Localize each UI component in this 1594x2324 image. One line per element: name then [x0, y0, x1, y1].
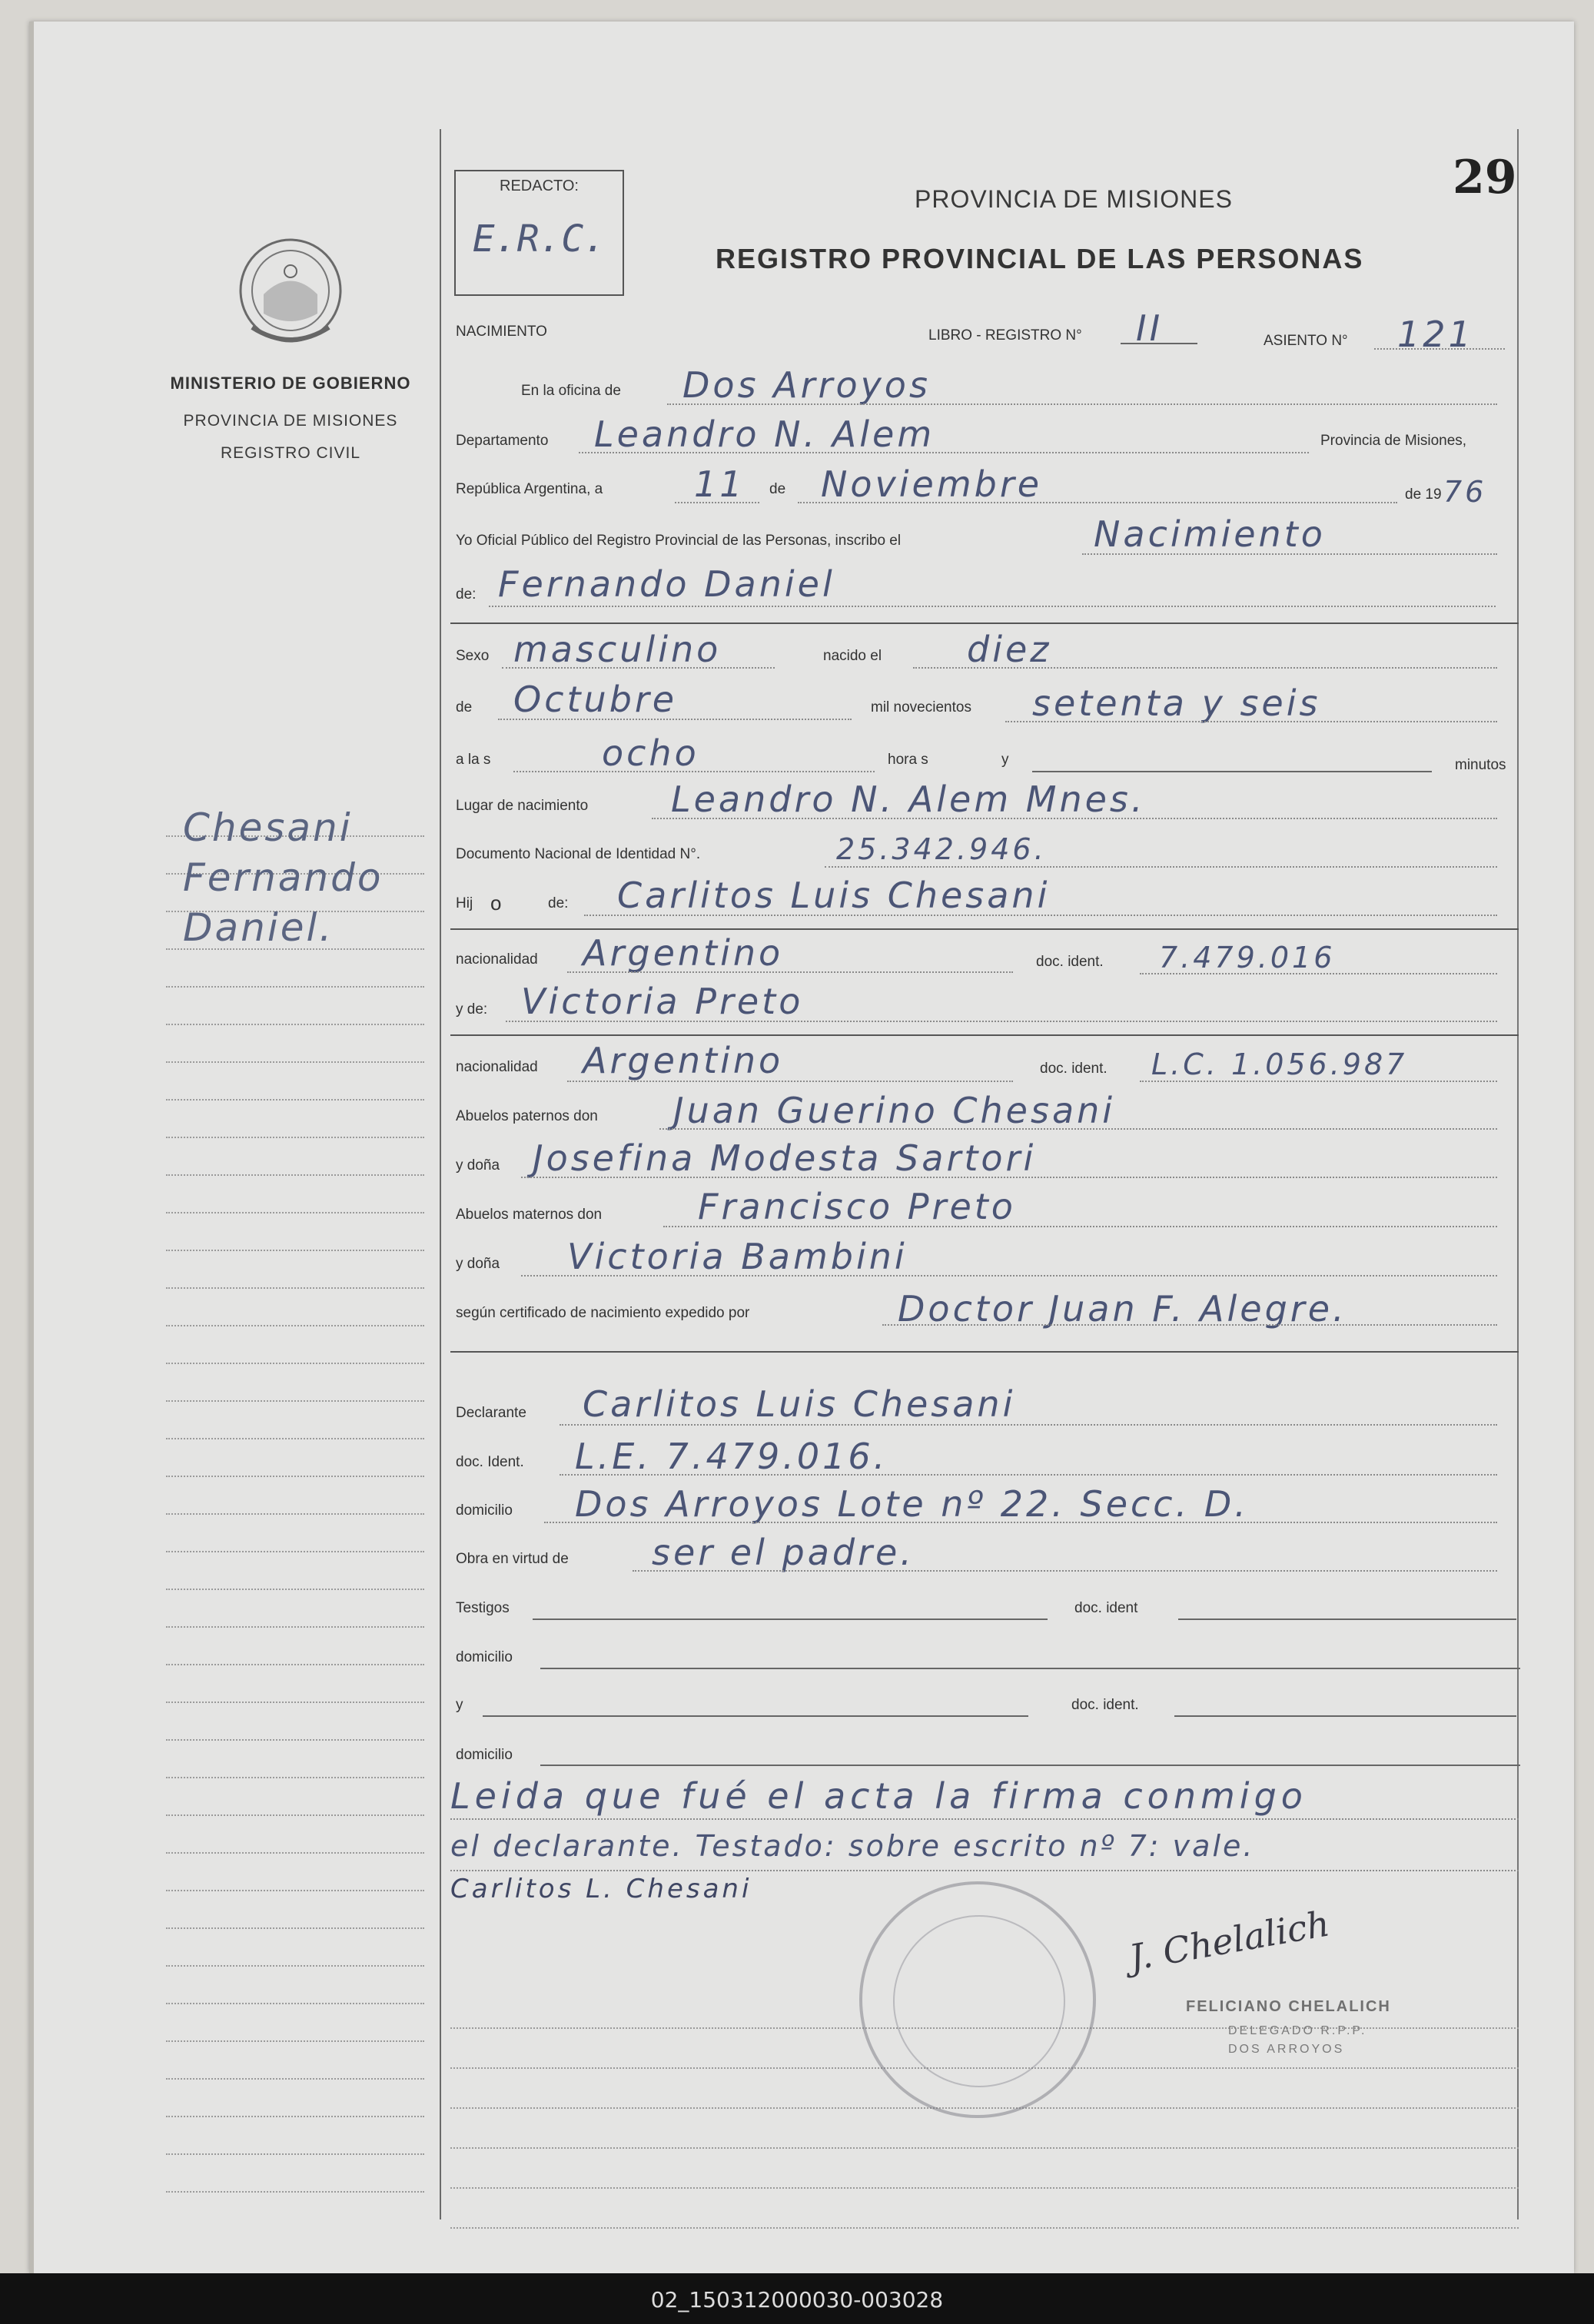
ministry-title: MINISTERIO DE GOBIERNO	[170, 374, 411, 393]
oficial-value: Nacimiento	[1094, 513, 1326, 555]
domicilio-label: domicilio	[456, 1502, 513, 1519]
doc4-underline	[1174, 1715, 1516, 1717]
doc-madre-label: doc. ident.	[1040, 1061, 1107, 1077]
page-binding	[29, 22, 34, 2273]
mil-label: mil novecientos	[871, 699, 971, 715]
declarante-value: Carlitos Luis Chesani	[583, 1383, 1016, 1425]
domicilio-value: Dos Arroyos Lote nº 22. Secc. D.	[575, 1483, 1249, 1525]
oficial-label: Yo Oficial Público del Registro Provincial de las Personas, inscribo el	[456, 533, 902, 549]
y-label: y	[1001, 752, 1009, 768]
margin-note-line: Chesani	[183, 805, 353, 850]
testigos-underline	[533, 1618, 1048, 1620]
nombre-label: de:	[456, 586, 477, 603]
hora-underline	[513, 771, 875, 772]
dni-value: 25.342.946.	[836, 832, 1047, 866]
margin-divider	[440, 129, 441, 2219]
stamp-place: DOS ARROYOS	[1228, 2043, 1345, 2056]
ab-pat-value: Juan Guerino Chesani	[673, 1090, 1116, 1131]
image-id: 02_150312000030-003028	[650, 2287, 944, 2312]
asiento-underline	[1374, 348, 1505, 350]
hijo-suffix: o	[490, 891, 502, 915]
domicilio2-underline	[540, 1668, 1520, 1669]
hora-value: ocho	[602, 732, 699, 774]
provincia-label: Provincia de Misiones,	[1320, 433, 1467, 449]
minutos-underline	[1032, 771, 1432, 772]
official-signature: J. Chelalich	[1126, 1902, 1333, 1979]
doc2-label: doc. Ident.	[456, 1454, 524, 1470]
ab-mat2-label: y doña	[456, 1256, 500, 1272]
ab-pat2-underline	[521, 1177, 1497, 1178]
stamp-name: FELICIANO CHELALICH	[1186, 1998, 1391, 2015]
domicilio-underline	[544, 1522, 1497, 1523]
dni-label: Documento Nacional de Identidad N°.	[456, 846, 701, 862]
ab-mat-underline	[663, 1226, 1497, 1227]
mes-underline	[798, 502, 1397, 503]
doc3-underline	[1178, 1618, 1516, 1620]
redacto-value: E.R.C.	[472, 217, 606, 261]
horas-label: hora s	[888, 752, 928, 768]
dia-underline	[675, 502, 759, 503]
ab-mat2-underline	[521, 1275, 1497, 1277]
registry-page	[29, 22, 1574, 2273]
note-line-1: Leida que fué el acta la firma conmigo	[450, 1775, 1307, 1817]
section-rule	[450, 1034, 1519, 1036]
departamento-value: Leandro N. Alem	[594, 413, 935, 455]
padre-value: Carlitos Luis Chesani	[617, 875, 1051, 916]
note-underline	[450, 1870, 1519, 1871]
de-label: de	[769, 481, 786, 497]
nac-padre-value: Argentino	[583, 932, 784, 974]
dni-underline	[825, 866, 1497, 868]
margin-ruled-lines	[166, 799, 424, 2193]
lugar-underline	[652, 818, 1497, 819]
madre-label: y de:	[456, 1001, 488, 1018]
nacido-value: diez	[967, 629, 1052, 670]
asiento-value: 121	[1397, 314, 1474, 355]
doc4-label: doc. ident.	[1071, 1697, 1139, 1713]
doc-padre-value: 7.479.016	[1159, 941, 1336, 974]
nac-madre-label: nacionalidad	[456, 1059, 538, 1075]
mes-nac-value: Octubre	[513, 679, 678, 720]
ab-pat-label: Abuelos paternos don	[456, 1108, 598, 1124]
mes-nac-label: de	[456, 699, 473, 715]
section-rule	[450, 622, 1519, 624]
y2-underline	[483, 1715, 1028, 1717]
margin-note-line: Fernando	[183, 855, 384, 900]
libro-label: LIBRO - REGISTRO N°	[928, 327, 1082, 344]
departamento-label: Departamento	[456, 433, 549, 449]
anio-nac-underline	[1005, 721, 1497, 722]
nac-padre-underline	[567, 971, 1013, 973]
ab-mat2-value: Victoria Bambini	[567, 1236, 908, 1277]
province-emblem-icon	[233, 237, 348, 352]
nombre-value: Fernando Daniel	[498, 563, 835, 605]
declarante-label: Declarante	[456, 1405, 526, 1421]
nac-madre-underline	[567, 1081, 1013, 1082]
doc-madre-value: L.C. 1.056.987	[1151, 1047, 1408, 1081]
mes-nac-underline	[498, 719, 852, 720]
margin-note-line: Daniel.	[183, 905, 334, 950]
asiento-label: ASIENTO N°	[1264, 333, 1348, 349]
dia-value: 11	[694, 463, 746, 505]
minutos-label: minutos	[1455, 757, 1506, 773]
obra-underline	[633, 1570, 1497, 1572]
doc3-label: doc. ident	[1074, 1600, 1138, 1616]
anio-value: 76	[1443, 475, 1487, 509]
mes-value: Noviembre	[821, 463, 1043, 505]
libro-underline	[1121, 343, 1197, 344]
ab-mat-value: Francisco Preto	[698, 1186, 1016, 1227]
doc-padre-underline	[1140, 973, 1497, 974]
anio-nac-value: setenta y seis	[1032, 682, 1321, 724]
nombre-underline	[489, 606, 1496, 607]
madre-value: Victoria Preto	[521, 981, 804, 1022]
nacido-label: nacido el	[823, 648, 882, 664]
oficina-underline	[667, 403, 1497, 405]
doc2-value: L.E. 7.479.016.	[575, 1436, 888, 1477]
hijo-label: Hij	[456, 895, 473, 911]
declarante-underline	[560, 1424, 1497, 1426]
registry-seal-icon	[859, 1881, 1096, 2118]
sexo-underline	[502, 667, 775, 669]
header-province: PROVINCIA DE MISIONES	[915, 185, 1233, 213]
testigos-label: Testigos	[456, 1600, 510, 1616]
record-type: NACIMIENTO	[456, 324, 547, 340]
nacido-underline	[913, 667, 1497, 669]
ministry-registry: REGISTRO CIVIL	[220, 444, 361, 462]
hijo-de-label: de:	[548, 895, 569, 911]
stamp-role: DELEGADO R.P.P.	[1228, 2024, 1367, 2037]
lugar-label: Lugar de nacimiento	[456, 798, 589, 814]
padre-underline	[584, 915, 1497, 916]
section-rule	[450, 1351, 1519, 1353]
oficina-label: En la oficina de	[521, 383, 621, 399]
sexo-label: Sexo	[456, 648, 490, 664]
domicilio2-label: domicilio	[456, 1649, 513, 1665]
redacto-label: REDACTO:	[500, 178, 579, 194]
obra-label: Obra en virtud de	[456, 1551, 569, 1567]
cert-label: según certificado de nacimiento expedido por	[456, 1305, 750, 1321]
redacto-box	[454, 170, 624, 296]
doc-madre-underline	[1140, 1081, 1497, 1082]
departamento-underline	[579, 452, 1309, 453]
ab-pat2-value: Josefina Modesta Sartori	[533, 1137, 1037, 1179]
oficina-value: Dos Arroyos	[682, 364, 931, 406]
note-line-2: el declarante. Testado: sobre escrito nº 7: vale.	[450, 1829, 1255, 1863]
doc-padre-label: doc. ident.	[1036, 954, 1104, 970]
note-line-3: Carlitos L. Chesani	[450, 1874, 752, 1904]
domicilio3-label: domicilio	[456, 1747, 513, 1763]
anio-label: de 19	[1405, 486, 1442, 503]
ab-mat-label: Abuelos maternos don	[456, 1207, 603, 1223]
doc2-underline	[560, 1474, 1497, 1476]
obra-value: ser el padre.	[652, 1532, 915, 1573]
footer-bar	[0, 2273, 1594, 2324]
section-rule	[450, 928, 1519, 930]
ministry-province: PROVINCIA DE MISIONES	[183, 412, 398, 430]
page-number: 29	[1453, 151, 1517, 204]
sexo-value: masculino	[513, 629, 722, 670]
oficial-underline	[1082, 553, 1497, 555]
republica-label: República Argentina, a	[456, 481, 603, 497]
nac-madre-value: Argentino	[583, 1040, 784, 1081]
right-border	[1517, 129, 1519, 2219]
cert-value: Doctor Juan F. Alegre.	[898, 1288, 1347, 1330]
ab-pat-underline	[659, 1128, 1497, 1130]
domicilio3-underline	[540, 1765, 1520, 1766]
madre-underline	[506, 1021, 1497, 1022]
alas-label: a la s	[456, 752, 491, 768]
y2-label: y	[456, 1697, 463, 1713]
cert-underline	[882, 1324, 1497, 1326]
nac-padre-label: nacionalidad	[456, 951, 538, 968]
note-underline	[450, 1818, 1519, 1820]
lugar-value: Leandro N. Alem Mnes.	[671, 779, 1146, 820]
header-registry: REGISTRO PROVINCIAL DE LAS PERSONAS	[716, 243, 1364, 274]
ab-pat2-label: y doña	[456, 1157, 500, 1174]
libro-value: II	[1136, 307, 1164, 349]
